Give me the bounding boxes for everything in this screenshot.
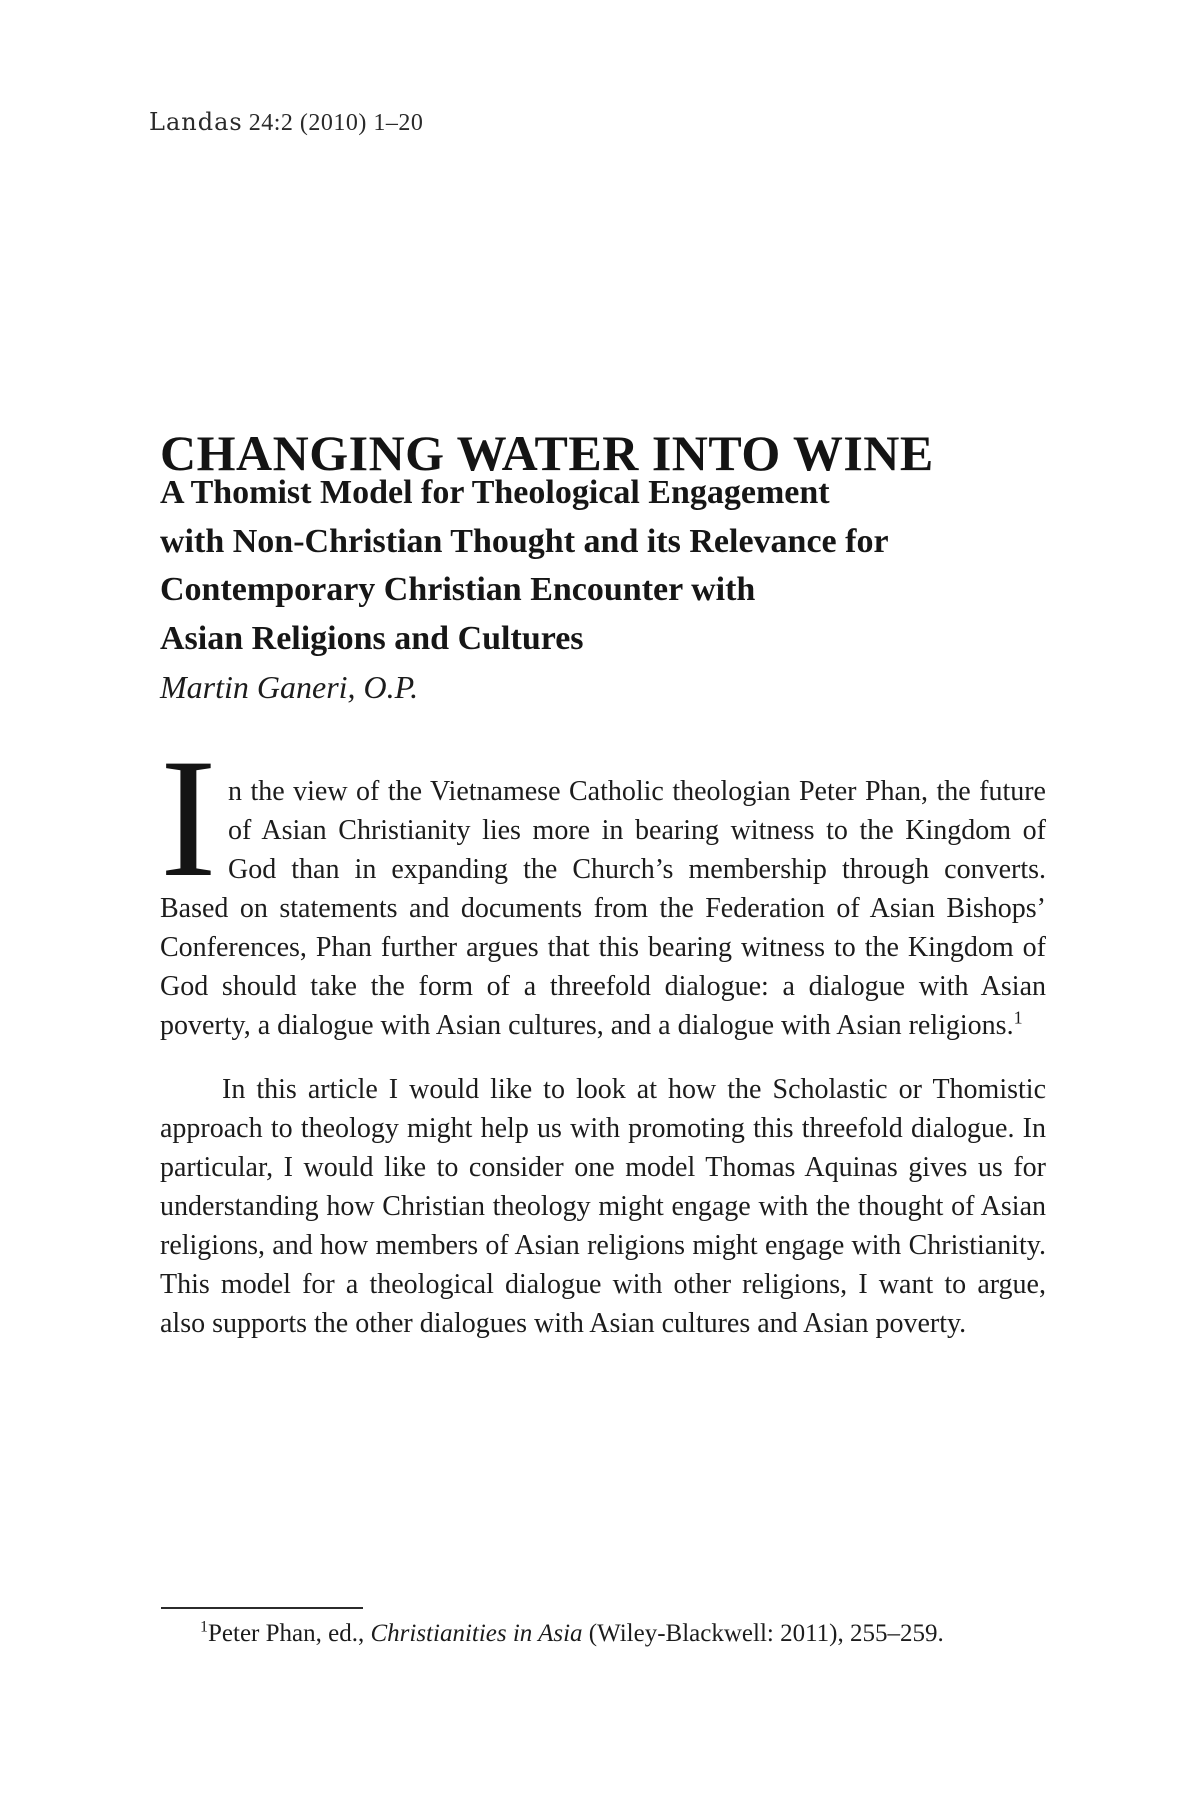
dropcap-box: [160, 724, 218, 912]
article-subtitle: [160, 469, 889, 663]
subtitle-line-3: Contemporary Christian Encounter with: [160, 571, 756, 608]
article-body: [160, 724, 1046, 1343]
paragraph-1: [160, 724, 1046, 1045]
subtitle-line-2: with Non-Christian Thought and its Relevance for: [160, 522, 889, 560]
footnote-1: [160, 1617, 1046, 1651]
journal-name: Landas: [149, 108, 243, 136]
footnote-marker-1: 1: [1013, 1007, 1023, 1028]
footnote-separator-rule: [161, 1607, 363, 1609]
article-title: CHANGING WATER INTO WINE: [160, 425, 934, 481]
journal-reference: [149, 106, 423, 139]
footnote-1-text-post: (Wiley-Blackwell: 2011), 255–259.: [582, 1620, 944, 1647]
subtitle-line-4: Asian Religions and Cultures: [160, 619, 584, 657]
footnote-1-text-pre: Peter Phan, ed.,: [208, 1620, 371, 1647]
paragraph-2: In this article I would like to look at how the Scholastic or Thomistic approach to theology might help us with promoting this threefold dialogue. In particular, I would like to consider one model Thomas Aquinas gives us for understanding how Christian theology might engage with the thought of Asian religions, and how members of Asian religions might engage with Christianity. This model for a theological dialogue with other religions, I want to argue, also supports the other dialogues with Asian cultures and Asian poverty.: [160, 1074, 1046, 1339]
journal-issue-detail: 24:2 (2010) 1–20: [248, 110, 424, 136]
footnote-1-marker: 1: [200, 1618, 208, 1636]
footnote-1-book-title: Christianities in Asia: [370, 1620, 583, 1647]
author-byline: Martin Ganeri, O.P.: [160, 669, 419, 705]
paragraph-1-text: n the view of the Vietnamese Catholic theologian Peter Phan, the future of Asian Christianity lies more in bearing witness to the Kingdom of God than in expanding the Church’s membership through converts. Based on statements and documents from the Federation of Asian Bishops’ Conferences, Phan further argues that this bearing witness to the Kingdom of God should take the form of a threefold dialogue: a dialogue with Asian poverty, a dialogue with Asian cultures, and a dialogue with Asian religions.: [160, 776, 1046, 1041]
subtitle-line-1: A Thomist Model for Theological Engagement: [160, 474, 830, 511]
dropcap-letter: I: [160, 724, 217, 912]
